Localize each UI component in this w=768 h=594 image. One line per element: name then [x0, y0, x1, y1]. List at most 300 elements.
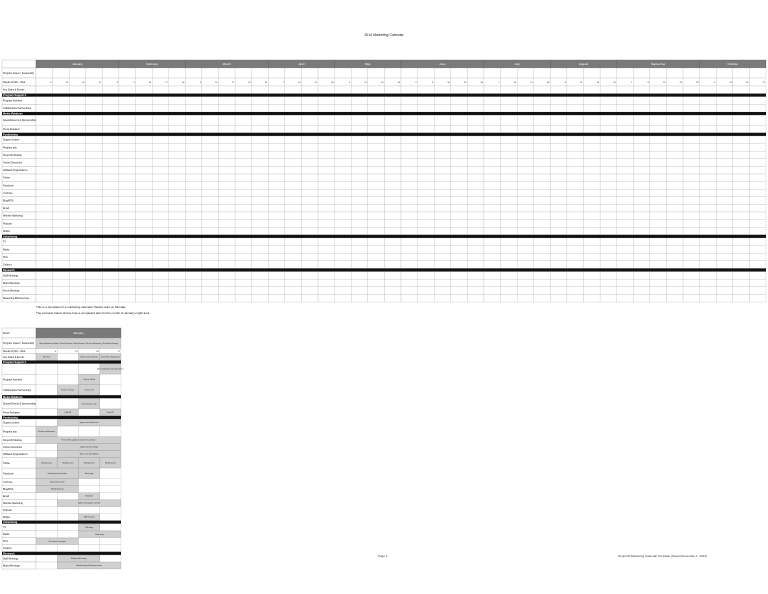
calendar-cell: [36, 287, 53, 295]
row-label-cell: [2, 238, 36, 246]
calendar-cell: [749, 182, 766, 190]
calendar-cell: [666, 86, 683, 94]
calendar-cell: [617, 151, 634, 159]
calendar-cell: [451, 253, 468, 261]
calendar-cell: [650, 166, 667, 174]
calendar-cell: [252, 253, 269, 261]
calendar-cell: [650, 182, 667, 190]
calendar-cell: [384, 136, 401, 144]
calendar-cell: [467, 115, 484, 125]
section-band: [2, 133, 766, 136]
calendar-cell: [368, 159, 385, 167]
calendar-cell: [318, 204, 335, 212]
calendar-cell: [550, 68, 567, 78]
calendar-cell: [285, 174, 302, 182]
example-activity-text: Event sponsor calls: [81, 403, 97, 406]
calendar-cell: [683, 68, 700, 78]
calendar-cell: [285, 182, 302, 190]
calendar-cell: [219, 159, 236, 167]
calendar-cell: [185, 189, 202, 197]
calendar-cell: [484, 261, 501, 269]
calendar-cell: [169, 220, 186, 228]
calendar-cell: [202, 246, 219, 254]
calendar-cell: [401, 253, 418, 261]
example-cell: [100, 507, 121, 514]
calendar-cell: [268, 151, 285, 159]
calendar-cell: [268, 272, 285, 280]
calendar-cell: [700, 144, 717, 152]
calendar-cell: [202, 253, 219, 261]
week-date-label: 30: [480, 81, 483, 84]
calendar-cell: [650, 125, 667, 133]
calendar-cell: [252, 227, 269, 235]
calendar-cell: [716, 197, 733, 205]
week-date-label: 9: [431, 81, 434, 84]
calendar-cell: [550, 159, 567, 167]
example-cell: [100, 479, 121, 486]
calendar-cell: [119, 272, 136, 280]
calendar-cell: [69, 246, 86, 254]
example-cell: [100, 493, 121, 500]
calendar-cell: [749, 97, 766, 105]
section-band-label: Research: [3, 269, 15, 272]
calendar-cell: [235, 115, 252, 125]
calendar-cell: [202, 220, 219, 228]
calendar-cell: [185, 104, 202, 112]
calendar-cell: [119, 125, 136, 133]
calendar-cell: [252, 279, 269, 287]
calendar-cell: [467, 174, 484, 182]
calendar-cell: [683, 272, 700, 280]
week-date-label: 16: [447, 81, 450, 84]
calendar-cell: [219, 253, 236, 261]
calendar-cell: [617, 174, 634, 182]
calendar-cell: [119, 86, 136, 94]
calendar-cell: [185, 136, 202, 144]
calendar-cell: [53, 115, 70, 125]
calendar-cell: [368, 261, 385, 269]
calendar-cell: [733, 104, 750, 112]
calendar-cell: [185, 261, 202, 269]
calendar-cell: [418, 212, 435, 220]
calendar-cell: [368, 197, 385, 205]
calendar-cell: [335, 104, 352, 112]
calendar-cell: [716, 97, 733, 105]
calendar-cell: [633, 287, 650, 295]
calendar-cell: [69, 125, 86, 133]
calendar-cell: [69, 227, 86, 235]
calendar-cell: [252, 174, 269, 182]
calendar-cell: [567, 238, 584, 246]
calendar-cell: [484, 227, 501, 235]
calendar-cell: [102, 238, 119, 246]
calendar-cell: [550, 144, 567, 152]
calendar-cell: [650, 86, 667, 94]
example-week-date: 27: [117, 350, 120, 353]
calendar-cell: [351, 212, 368, 220]
calendar-cell: [534, 220, 551, 228]
calendar-cell: [351, 272, 368, 280]
row-label: Staff Meetings: [3, 274, 19, 278]
calendar-cell: [351, 189, 368, 197]
calendar-cell: [600, 227, 617, 235]
calendar-cell: [467, 182, 484, 190]
calendar-cell: [451, 166, 468, 174]
calendar-cell: [351, 204, 368, 212]
calendar-cell: [335, 246, 352, 254]
calendar-cell: [550, 294, 567, 302]
calendar-cell: [517, 86, 534, 94]
example-activity-text: Weekly tweets: [41, 462, 53, 465]
example-week-date: 6: [55, 350, 57, 353]
calendar-cell: [185, 197, 202, 205]
calendar-cell: [384, 204, 401, 212]
calendar-cell: [418, 227, 435, 235]
calendar-cell: [136, 115, 153, 125]
calendar-cell: [434, 204, 451, 212]
calendar-cell: [301, 125, 318, 133]
calendar-cell: [86, 253, 103, 261]
calendar-cell: [401, 136, 418, 144]
row-label: Radio: [3, 248, 10, 252]
calendar-cell: [633, 253, 650, 261]
calendar-cell: [152, 125, 169, 133]
calendar-cell: [136, 279, 153, 287]
calendar-cell: [749, 115, 766, 125]
calendar-cell: [235, 125, 252, 133]
week-date-label: 15: [663, 81, 666, 84]
example-cell: [79, 486, 100, 493]
calendar-cell: [666, 204, 683, 212]
calendar-cell: [700, 151, 717, 159]
calendar-cell: [617, 86, 634, 94]
calendar-cell: [102, 294, 119, 302]
calendar-cell: [202, 159, 219, 167]
calendar-cell: [534, 212, 551, 220]
calendar-cell: [501, 182, 518, 190]
calendar-cell: [69, 182, 86, 190]
month-header-label: January: [72, 62, 83, 66]
calendar-cell: [749, 197, 766, 205]
week-date-label: 25: [613, 81, 616, 84]
calendar-cell: [534, 261, 551, 269]
calendar-cell: [683, 144, 700, 152]
calendar-cell: [53, 227, 70, 235]
calendar-cell: [700, 97, 717, 105]
row-label: Key Dates & Events: [3, 88, 25, 92]
calendar-cell: [301, 68, 318, 78]
calendar-cell: [683, 294, 700, 302]
example-cell: [36, 493, 57, 500]
example-activity-text: Weekly staff meeting: [70, 558, 87, 561]
calendar-cell: [600, 220, 617, 228]
calendar-cell: [617, 287, 634, 295]
calendar-cell: [633, 220, 650, 228]
calendar-cell: [169, 197, 186, 205]
calendar-cell: [301, 189, 318, 197]
calendar-cell: [102, 220, 119, 228]
calendar-cell: [69, 279, 86, 287]
example-cell: [100, 545, 121, 552]
calendar-cell: [600, 182, 617, 190]
calendar-cell: [666, 287, 683, 295]
calendar-cell: [550, 227, 567, 235]
week-date-label: 23: [463, 81, 467, 84]
calendar-cell: [252, 115, 269, 125]
calendar-cell: [584, 97, 601, 105]
calendar-cell: [683, 166, 700, 174]
calendar-cell: [318, 212, 335, 220]
calendar-cell: [252, 246, 269, 254]
calendar-cell: [467, 151, 484, 159]
example-row-label: Online Directories: [3, 446, 22, 449]
calendar-cell: [716, 68, 733, 78]
calendar-cell: [102, 197, 119, 205]
example-cell: [36, 444, 57, 451]
calendar-cell: [501, 294, 518, 302]
calendar-cell: [152, 136, 169, 144]
calendar-cell: [700, 272, 717, 280]
calendar-cell: [683, 104, 700, 112]
example-row-label-cell: [2, 524, 36, 531]
calendar-cell: [185, 246, 202, 254]
example-cell: [36, 531, 57, 538]
calendar-cell: [368, 115, 385, 125]
calendar-cell: [451, 212, 468, 220]
example-activity-text: Update homepage & calendar: [77, 502, 101, 505]
calendar-cell: [567, 253, 584, 261]
calendar-cell: [567, 125, 584, 133]
calendar-cell: [102, 212, 119, 220]
calendar-cell: [434, 182, 451, 190]
calendar-cell: [335, 182, 352, 190]
calendar-cell: [119, 212, 136, 220]
calendar-cell: [534, 182, 551, 190]
calendar-cell: [285, 115, 302, 125]
calendar-cell: [268, 238, 285, 246]
calendar-cell: [351, 151, 368, 159]
calendar-cell: [335, 125, 352, 133]
example-section-band: [2, 416, 121, 419]
calendar-cell: [235, 238, 252, 246]
calendar-cell: [650, 246, 667, 254]
calendar-cell: [285, 104, 302, 112]
calendar-cell: [202, 86, 219, 94]
calendar-cell: [119, 204, 136, 212]
calendar-cell: [716, 279, 733, 287]
calendar-cell: [567, 115, 584, 125]
calendar-cell: [351, 115, 368, 125]
calendar-cell: [301, 253, 318, 261]
calendar-cell: [617, 68, 634, 78]
month-header-label: April: [298, 62, 305, 66]
example-cell: [36, 374, 57, 385]
calendar-cell: [666, 151, 683, 159]
calendar-cell: [484, 220, 501, 228]
calendar-cell: [418, 174, 435, 182]
calendar-cell: [700, 212, 717, 220]
calendar-cell: [152, 144, 169, 152]
example-row-label: Program Issues / Seasonality: [3, 342, 35, 346]
calendar-cell: [384, 272, 401, 280]
calendar-cell: [185, 166, 202, 174]
calendar-cell: [633, 197, 650, 205]
calendar-cell: [633, 136, 650, 144]
calendar-cell: [86, 86, 103, 94]
calendar-cell: [501, 159, 518, 167]
calendar-cell: [666, 261, 683, 269]
calendar-cell: [86, 68, 103, 78]
example-cell: [79, 426, 100, 437]
calendar-cell: [86, 204, 103, 212]
calendar-cell: [451, 174, 468, 182]
calendar-cell: [36, 246, 53, 254]
calendar-cell: [384, 238, 401, 246]
calendar-cell: [136, 144, 153, 152]
calendar-cell: [418, 68, 435, 78]
calendar-cell: [268, 115, 285, 125]
calendar-cell: [716, 287, 733, 295]
calendar-cell: [86, 97, 103, 105]
example-cell: [57, 514, 78, 521]
calendar-cell: [136, 272, 153, 280]
example-cell: [100, 538, 121, 545]
calendar-cell: [152, 86, 169, 94]
calendar-cell: [517, 182, 534, 190]
calendar-cell: [550, 253, 567, 261]
calendar-cell: [517, 227, 534, 235]
calendar-cell: [219, 125, 236, 133]
calendar-cell: [650, 197, 667, 205]
calendar-cell: [119, 174, 136, 182]
month-header-label: July: [514, 62, 520, 66]
calendar-cell: [136, 204, 153, 212]
calendar-cell: [683, 212, 700, 220]
calendar-cell: [418, 197, 435, 205]
calendar-cell: [335, 151, 352, 159]
calendar-cell: [434, 115, 451, 125]
calendar-cell: [716, 151, 733, 159]
calendar-cell: [534, 287, 551, 295]
calendar-cell: [169, 204, 186, 212]
calendar-cell: [467, 86, 484, 94]
calendar-cell: [650, 144, 667, 152]
calendar-cell: [53, 174, 70, 182]
calendar-cell: [700, 189, 717, 197]
calendar-cell: [451, 204, 468, 212]
calendar-cell: [666, 166, 683, 174]
calendar-cell: [418, 115, 435, 125]
calendar-cell: [567, 204, 584, 212]
calendar-cell: [683, 287, 700, 295]
calendar-cell: [484, 246, 501, 254]
calendar-cell: [235, 204, 252, 212]
calendar-cell: [683, 220, 700, 228]
calendar-cell: [666, 115, 683, 125]
calendar-cell: [318, 246, 335, 254]
example-row-label: Facebook: [3, 472, 14, 476]
calendar-cell: [119, 151, 136, 159]
row-label: Board Meetings: [3, 281, 20, 285]
calendar-cell: [716, 174, 733, 182]
calendar-cell: [185, 212, 202, 220]
example-cell: [36, 419, 57, 426]
calendar-cell: [650, 227, 667, 235]
calendar-cell: [69, 174, 86, 182]
calendar-cell: [600, 238, 617, 246]
calendar-cell: [202, 238, 219, 246]
example-cell: [57, 524, 78, 531]
calendar-cell: [600, 197, 617, 205]
calendar-cell: [301, 246, 318, 254]
calendar-cell: [86, 144, 103, 152]
calendar-cell: [136, 86, 153, 94]
calendar-cell: [401, 261, 418, 269]
calendar-cell: [318, 104, 335, 112]
calendar-cell: [584, 279, 601, 287]
calendar-cell: [318, 261, 335, 269]
calendar-cell: [136, 287, 153, 295]
calendar-cell: [335, 115, 352, 125]
calendar-cell: [169, 294, 186, 302]
example-cell: [57, 426, 78, 437]
calendar-cell: [451, 86, 468, 94]
month-label-cell: [2, 60, 36, 68]
calendar-cell: [517, 238, 534, 246]
calendar-cell: [202, 204, 219, 212]
calendar-cell: [501, 115, 518, 125]
calendar-cell: [683, 197, 700, 205]
calendar-cell: [219, 189, 236, 197]
calendar-cell: [418, 204, 435, 212]
calendar-cell: [335, 227, 352, 235]
calendar-cell: [517, 253, 534, 261]
calendar-cell: [169, 287, 186, 295]
example-cell: [57, 374, 78, 385]
calendar-cell: [69, 68, 86, 78]
calendar-cell: [650, 189, 667, 197]
calendar-cell: [268, 212, 285, 220]
calendar-cell: [152, 238, 169, 246]
calendar-cell: [633, 151, 650, 159]
calendar-cell: [600, 144, 617, 152]
calendar-cell: [584, 174, 601, 182]
calendar-cell: [185, 144, 202, 152]
calendar-cell: [584, 182, 601, 190]
calendar-cell: [501, 220, 518, 228]
calendar-cell: [335, 272, 352, 280]
calendar-cell: [335, 197, 352, 205]
calendar-cell: [351, 97, 368, 105]
calendar-cell: [501, 174, 518, 182]
calendar-cell: [534, 294, 551, 302]
calendar-cell: [152, 220, 169, 228]
calendar-cell: [700, 166, 717, 174]
calendar-cell: [418, 246, 435, 254]
week-date-label: 2: [415, 81, 417, 84]
calendar-cell: [285, 144, 302, 152]
calendar-cell: [550, 204, 567, 212]
calendar-cell: [484, 166, 501, 174]
calendar-cell: [567, 144, 584, 152]
calendar-cell: [301, 227, 318, 235]
calendar-cell: [517, 189, 534, 197]
calendar-cell: [600, 125, 617, 133]
calendar-cell: [69, 253, 86, 261]
calendar-cell: [633, 174, 650, 182]
calendar-cell: [434, 287, 451, 295]
example-section-band: [2, 521, 121, 524]
